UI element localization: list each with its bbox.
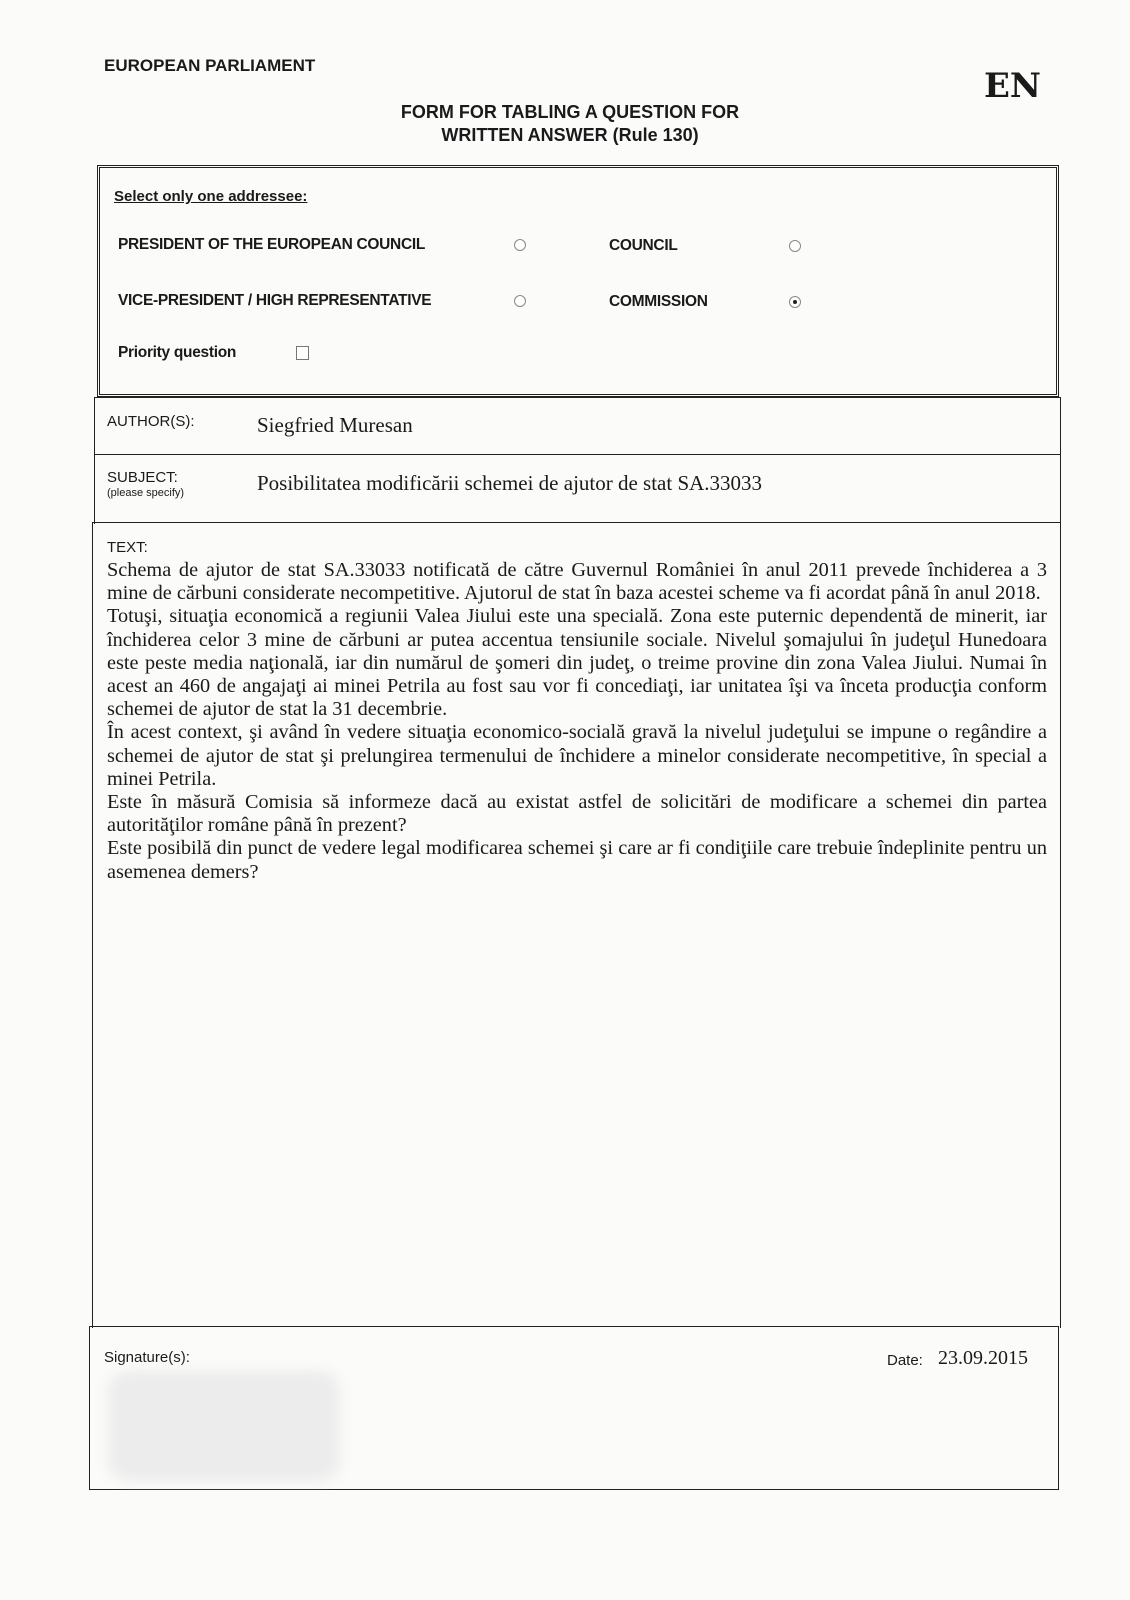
paragraph: Este în măsură Comisia să informeze dacă au existat astfel de solicitări de modificare a schemei din partea autorităţilor române până în prezent?: [107, 791, 1047, 837]
form-title: [330, 101, 810, 147]
author-row: [94, 397, 1061, 455]
date-value: 23.09.2015: [938, 1347, 1028, 1369]
author-label: AUTHOR(S):: [107, 413, 195, 430]
date-label: Date:: [887, 1352, 923, 1369]
subject-sublabel: (please specify): [107, 487, 185, 499]
subject-value: Posibilitatea modificării schemei de ajutor de stat SA.33033: [257, 471, 763, 495]
form-title-line1: FORM FOR TABLING A QUESTION FOR: [400, 102, 740, 122]
author-value: Siegfried Muresan: [257, 413, 413, 437]
signature-label: Signature(s):: [104, 1349, 190, 1366]
addressee-heading: Select only one addressee:: [114, 188, 308, 205]
subject-row: [94, 454, 1061, 524]
priority-question-checkbox[interactable]: [296, 346, 309, 360]
signature-section: [89, 1326, 1059, 1490]
redacted-signature: [108, 1371, 340, 1481]
paragraph: Totuşi, situaţia economică a regiunii Valea Jiului este una specială. Zona este puternic dependentă de minerit, iar închiderea celor 3 mine de cărbuni ar putea accentua tensiunile sociale. Nivelul şomajului în judeţul Hunedoara este peste media naţională, iar din numărul de şomeri din judeţ, o treime provine din zona Valea Jiului. Numai în acest an 460 de angajaţi ai minei Petrila au fost sau vor fi concediaţi, iar unitatea îşi va înceta producţia conform schemei de ajutor de stat la 31 decembrie.: [107, 605, 1047, 721]
organization-name: EUROPEAN PARLIAMENT: [104, 56, 316, 75]
paragraph: Schema de ajutor de stat SA.33033 notificată de către Guvernul României în anul 2011 prevede închiderea a 3 mine de cărbuni considerate necompetitive. Ajutorul de stat în baza acestei scheme va fi acordat până în anul 2018.: [107, 559, 1047, 605]
text-label: TEXT:: [107, 539, 148, 556]
radio-president-european-council[interactable]: [514, 239, 526, 251]
option-label-council: COUNCIL: [609, 237, 678, 254]
radio-council[interactable]: [789, 240, 801, 252]
paragraph: Este posibilă din punct de vedere legal modificarea schemei şi care ar fi condiţiile care trebuie îndeplinite pentru un asemenea demers?: [107, 837, 1047, 883]
priority-question-label: Priority question: [118, 344, 237, 361]
form-title-line2: WRITTEN ANSWER (Rule 130): [441, 125, 699, 145]
paragraph: În acest context, şi având în vedere situaţia economico-socială gravă la nivelul judeţului se impune o regândire a schemei de ajutor de stat şi prelungirea termenului de închidere a minelor considerate necompetitive, în special a minei Petrila.: [107, 721, 1047, 790]
question-text: [107, 559, 1047, 884]
radio-vice-president-high-representative[interactable]: [514, 295, 526, 307]
addressee-section: [97, 165, 1059, 397]
text-section: [92, 522, 1061, 1328]
option-label-president-european-council: PRESIDENT OF THE EUROPEAN COUNCIL: [118, 236, 426, 253]
option-label-commission: COMMISSION: [609, 293, 708, 310]
option-label-vice-president-high-representative: VICE-PRESIDENT / HIGH REPRESENTATIVE: [118, 292, 432, 309]
radio-commission[interactable]: [789, 296, 801, 308]
subject-label: SUBJECT:: [107, 469, 178, 486]
language-code: EN: [984, 66, 1041, 106]
